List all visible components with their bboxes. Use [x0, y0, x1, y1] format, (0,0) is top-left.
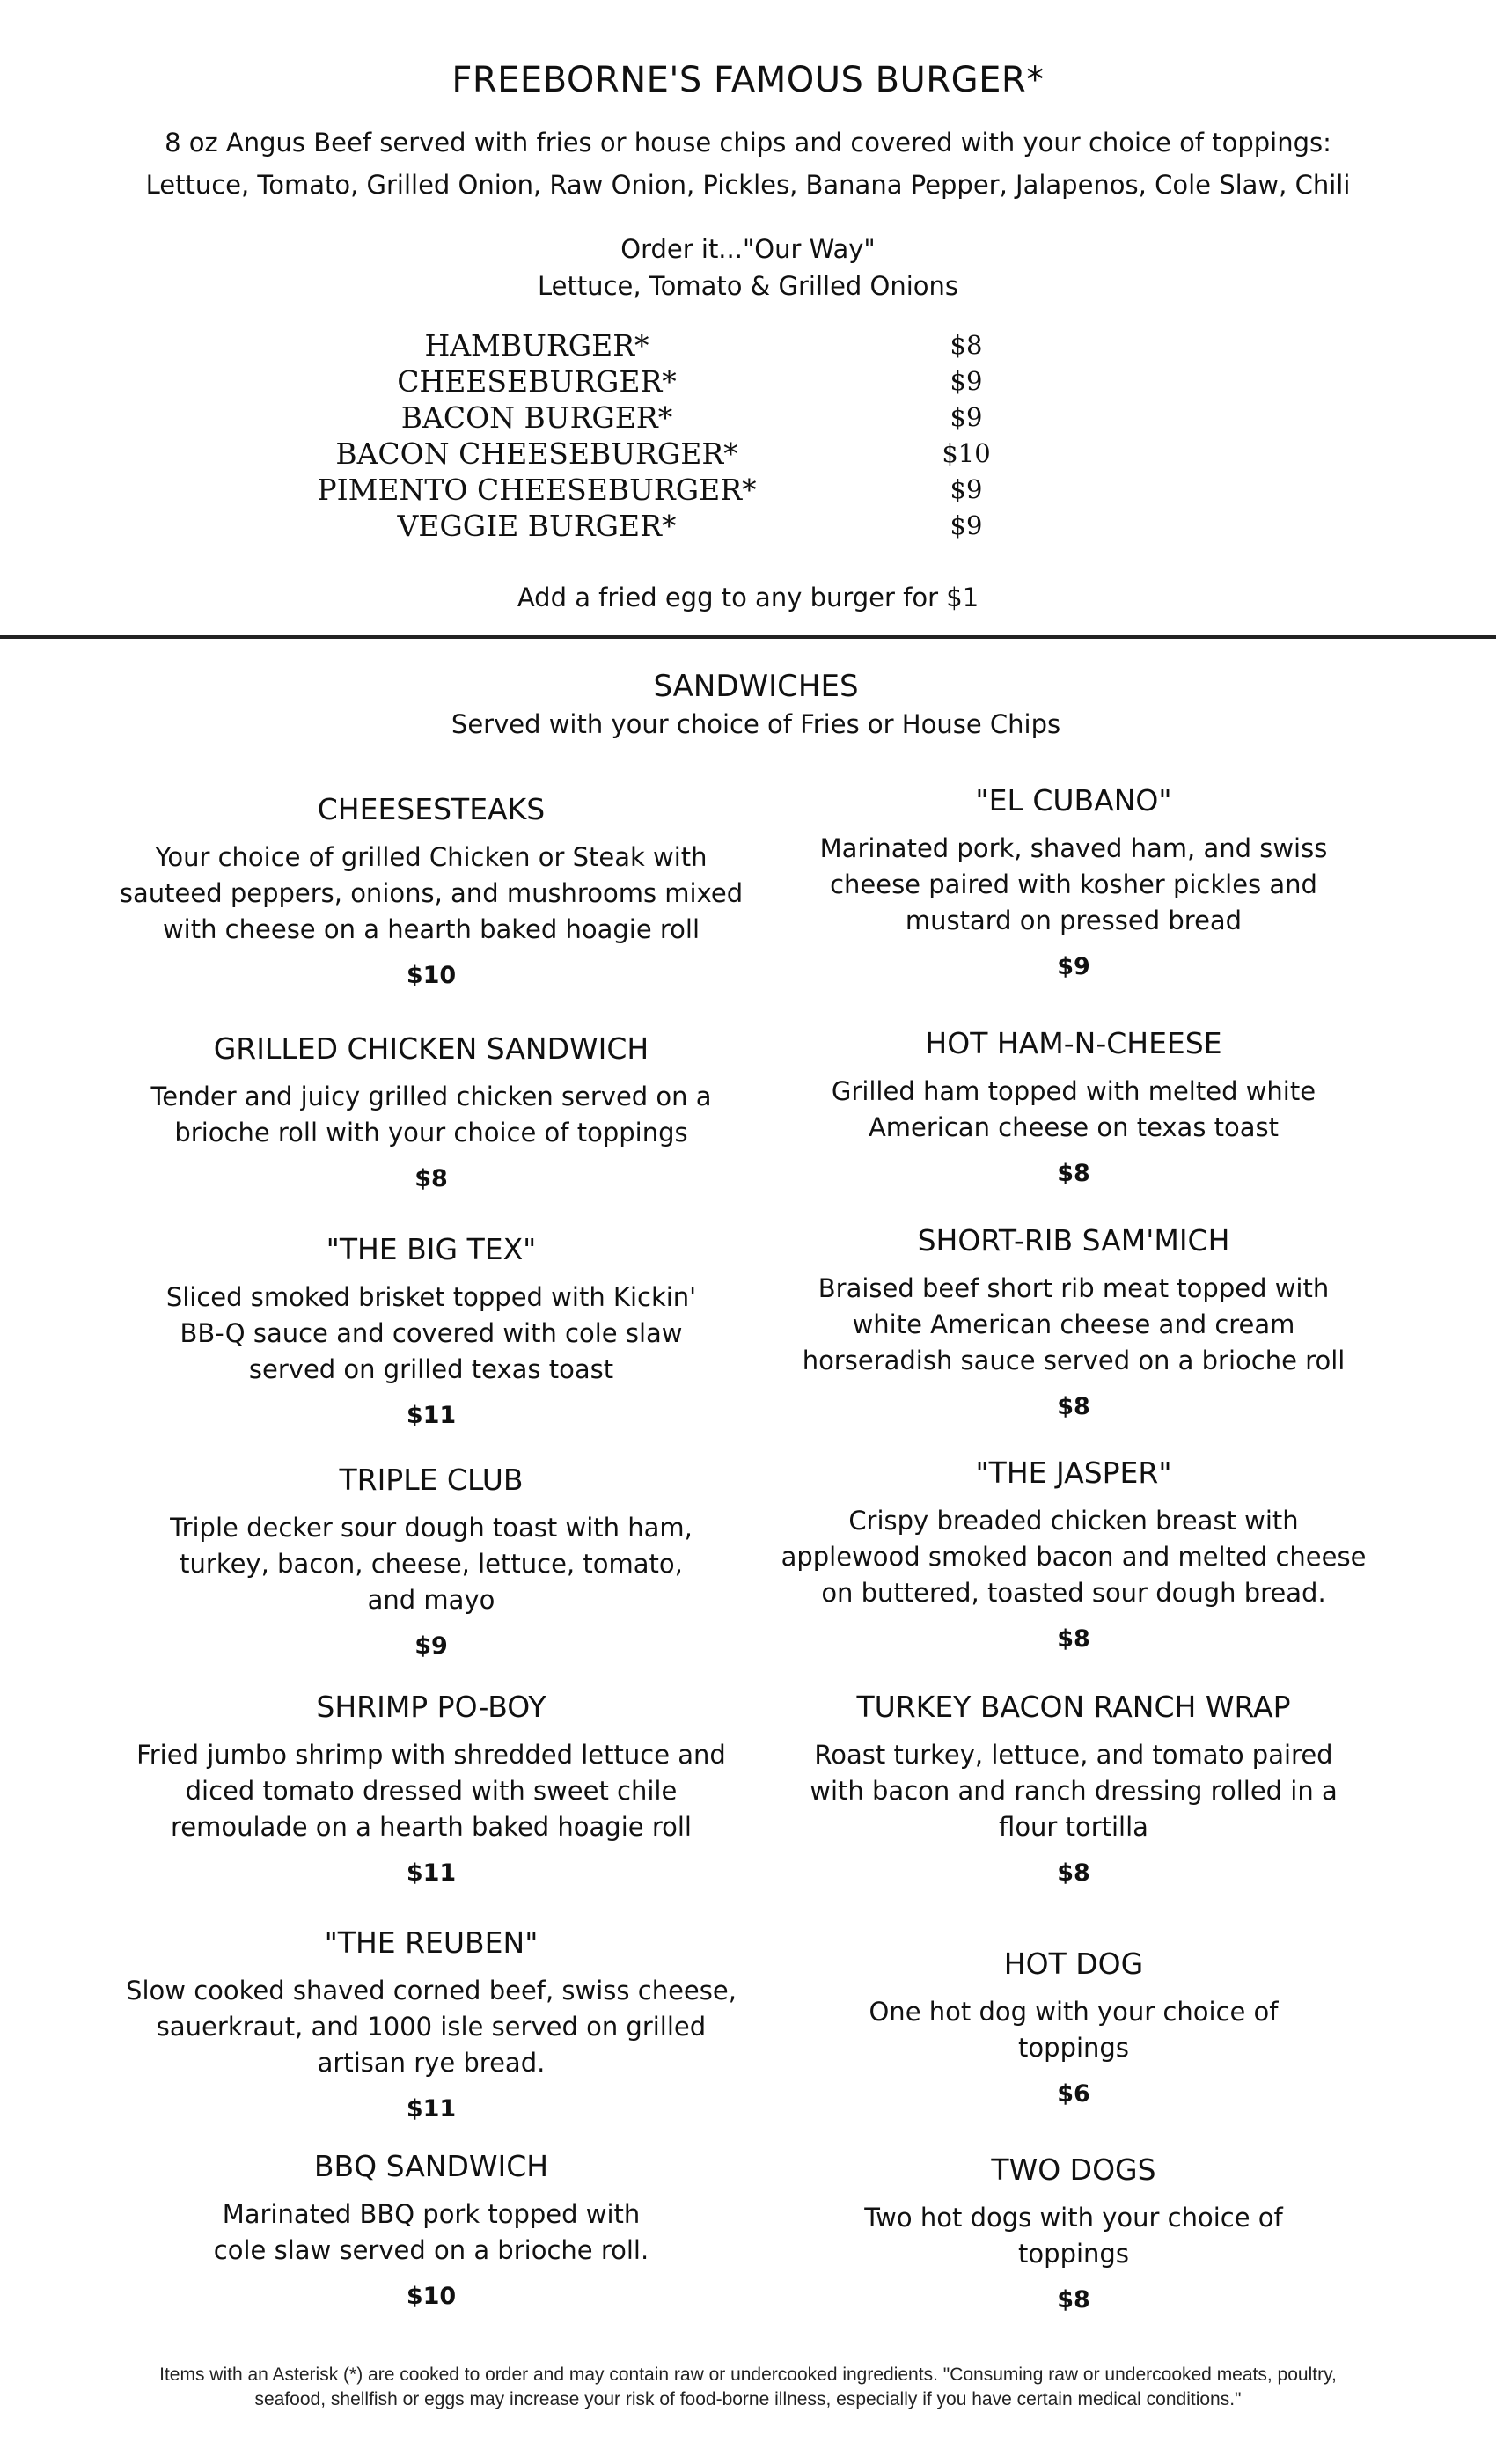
item-description-line: artisan rye bread. [317, 2048, 546, 2078]
item-price: $11 [406, 1402, 457, 1429]
burger-row [0, 400, 1496, 436]
item-description [757, 1271, 1390, 1379]
item-name: SHRIMP PO-BOY [316, 1690, 546, 1724]
menu-item-shrimp-po-boy [114, 1688, 748, 1887]
item-description [757, 2200, 1390, 2272]
item-description-line: served on grilled texas toast [248, 1354, 614, 1384]
item-description-line: on buttered, toasted sour dough bread. [821, 1578, 1326, 1608]
item-price: $8 [1057, 1859, 1090, 1887]
footnote-line: seafood, shellfish or eggs may increase your risk of food-borne illness, especially if you have certain medical conditions." [254, 2389, 1242, 2409]
burger-name: HAMBURGER* [424, 328, 649, 363]
item-description-line: flour tortilla [999, 1812, 1148, 1842]
item-description-line: Two hot dogs with your choice of [864, 2203, 1283, 2233]
burger-name: BACON BURGER* [400, 400, 673, 435]
burger-price: $9 [950, 510, 983, 540]
item-price: $10 [406, 962, 457, 989]
item-description-line: and mayo [367, 1585, 495, 1615]
item-description-line: horseradish sauce served on a brioche roll [802, 1346, 1346, 1375]
consumer-advisory-footnote [70, 2363, 1426, 2412]
burger-row [0, 508, 1496, 544]
item-description-line: Your choice of grilled Chicken or Steak with [155, 842, 708, 872]
menu-item-the-jasper [757, 1454, 1390, 1653]
item-description-line: brioche roll with your choice of toppings [174, 1118, 688, 1148]
item-price: $8 [1057, 1393, 1090, 1420]
item-name: "THE JASPER" [975, 1456, 1172, 1490]
item-price: $10 [406, 2283, 457, 2310]
item-description-line: BB-Q sauce and covered with cole slaw [180, 1318, 683, 1348]
burger-price: $10 [942, 438, 991, 468]
item-description-line: American cheese on texas toast [868, 1112, 1280, 1142]
item-name: TURKEY BACON RANCH WRAP [856, 1690, 1291, 1724]
burger-name: CHEESEBURGER* [397, 364, 677, 399]
item-description-line: Crispy breaded chicken breast with [848, 1506, 1299, 1536]
burger-price: $8 [950, 330, 983, 360]
item-description-line: toppings [1018, 2239, 1129, 2269]
burger-name: PIMENTO CHEESEBURGER* [317, 473, 757, 507]
menu-item-turkey-bacon-ranch-wrap [757, 1688, 1390, 1887]
item-description [757, 1994, 1390, 2066]
item-name: HOT DOG [1003, 1947, 1144, 1981]
item-description-line: Triple decker sour dough toast with ham, [170, 1513, 693, 1543]
burger-list [0, 327, 1496, 544]
menu-item-el-cubano [757, 781, 1390, 980]
burger-price: $9 [950, 366, 983, 396]
item-price: $9 [1057, 953, 1090, 980]
sandwiches-section-title: SANDWICHES [653, 669, 859, 704]
item-description-line: Tender and juicy grilled chicken served on a [150, 1082, 712, 1111]
item-description-line: cheese paired with kosher pickles and [830, 869, 1317, 899]
item-price: $8 [1057, 2286, 1090, 2314]
item-price: $8 [1057, 1625, 1090, 1653]
burger-name: VEGGIE BURGER* [397, 509, 677, 543]
item-description-line: Grilled ham topped with melted white [831, 1076, 1316, 1106]
menu-item-two-dogs [757, 2151, 1390, 2314]
item-name: SHORT-RIB SAM'MICH [917, 1223, 1230, 1258]
item-name: "EL CUBANO" [975, 783, 1172, 818]
item-description-line: Slow cooked shaved corned beef, swiss cheese, [126, 1976, 737, 2006]
item-description [114, 1510, 748, 1618]
item-description-line: with cheese on a hearth baked hoagie roll [162, 914, 700, 944]
item-description-line: turkey, bacon, cheese, lettuce, tomato, [180, 1549, 683, 1579]
item-description-line: toppings [1018, 2033, 1129, 2063]
item-price: $11 [406, 1859, 457, 1887]
item-price: $8 [1057, 1160, 1090, 1187]
item-name: TWO DOGS [991, 2152, 1156, 2187]
burger-name: BACON CHEESEBURGER* [335, 436, 738, 471]
burger-section-title: FREEBORNE'S FAMOUS BURGER* [451, 60, 1045, 100]
item-description-line: Braised beef short rib meat topped with [818, 1273, 1330, 1303]
item-price: $8 [414, 1165, 448, 1192]
item-description [114, 840, 748, 948]
menu-item-big-tex [114, 1230, 748, 1429]
section-divider [0, 635, 1496, 639]
item-name: "THE BIG TEX" [326, 1232, 537, 1266]
item-description [757, 1737, 1390, 1845]
item-description-line: with bacon and ranch dressing rolled in a [810, 1776, 1338, 1806]
item-description-line: One hot dog with your choice of [869, 1997, 1279, 2027]
item-name: HOT HAM-N-CHEESE [925, 1026, 1222, 1060]
item-description [114, 2196, 748, 2269]
item-name: "THE REUBEN" [324, 1925, 539, 1960]
item-description-line: remoulade on a hearth baked hoagie roll [171, 1812, 692, 1842]
item-description-line: Marinated pork, shaved ham, and swiss [819, 833, 1328, 863]
item-price: $11 [406, 2095, 457, 2123]
sandwiches-subtitle: Served with your choice of Fries or House Chips [451, 709, 1061, 739]
item-description-line: sauteed peppers, onions, and mushrooms mixed [119, 878, 744, 908]
item-description-line: Marinated BBQ pork topped with [222, 2199, 641, 2229]
menu-item-hot-ham-n-cheese [757, 1024, 1390, 1187]
item-description [114, 1079, 748, 1151]
item-description-line: Fried jumbo shrimp with shredded lettuce and [136, 1740, 726, 1770]
item-description-line: applewood smoked bacon and melted cheese [781, 1542, 1367, 1572]
item-name: BBQ SANDWICH [313, 2149, 549, 2183]
burger-row [0, 436, 1496, 472]
item-description [114, 1280, 748, 1388]
item-description-line: Sliced smoked brisket topped with Kickin' [165, 1282, 697, 1312]
item-description-line: cole slaw served on a brioche roll. [213, 2235, 649, 2265]
item-description-line: diced tomato dressed with sweet chile [185, 1776, 678, 1806]
menu-item-grilled-chicken [114, 1030, 748, 1192]
burger-row [0, 363, 1496, 400]
item-description-line: Roast turkey, lettuce, and tomato paired [814, 1740, 1333, 1770]
item-description [114, 1737, 748, 1845]
menu-item-bbq-sandwich [114, 2147, 748, 2310]
menu-item-short-rib [757, 1221, 1390, 1420]
burger-price: $9 [950, 474, 983, 504]
item-description [114, 1973, 748, 2081]
footnote-line: Items with an Asterisk (*) are cooked to order and may contain raw or undercooked ingredients. "Consuming raw or undercooked meats, poultry, [159, 2365, 1337, 2385]
our-way-toppings: Lettuce, Tomato & Grilled Onions [537, 271, 959, 301]
item-description-line: sauerkraut, and 1000 isle served on grilled [156, 2012, 707, 2042]
item-price: $6 [1057, 2080, 1090, 2108]
item-name: TRIPLE CLUB [339, 1463, 524, 1497]
menu-item-reuben [114, 1924, 748, 2123]
our-way-heading: Order it..."Our Way" [620, 234, 876, 264]
item-price: $9 [414, 1632, 448, 1660]
item-description-line: white American cheese and cream [852, 1309, 1295, 1339]
item-name: GRILLED CHICKEN SANDWICH [213, 1031, 649, 1066]
item-description [757, 831, 1390, 939]
fried-egg-note: Add a fried egg to any burger for $1 [517, 583, 979, 612]
menu-item-hot-dog [757, 1945, 1390, 2108]
item-description-line: mustard on pressed bread [905, 906, 1243, 935]
our-way-note [0, 231, 1496, 304]
item-name: CHEESESTEAKS [317, 792, 546, 826]
menu-item-triple-club [114, 1461, 748, 1660]
burger-row [0, 472, 1496, 508]
burger-description-line: 8 oz Angus Beef served with fries or house chips and covered with your choice of toppings: [165, 128, 1331, 158]
burger-row [0, 327, 1496, 363]
burger-description [0, 121, 1496, 206]
item-description [757, 1074, 1390, 1146]
burger-price: $9 [950, 402, 983, 432]
item-description [757, 1503, 1390, 1611]
menu-item-cheesesteaks [114, 790, 748, 989]
burger-toppings-line: Lettuce, Tomato, Grilled Onion, Raw Onion, Pickles, Banana Pepper, Jalapenos, Cole Slaw, Chili [145, 170, 1351, 200]
